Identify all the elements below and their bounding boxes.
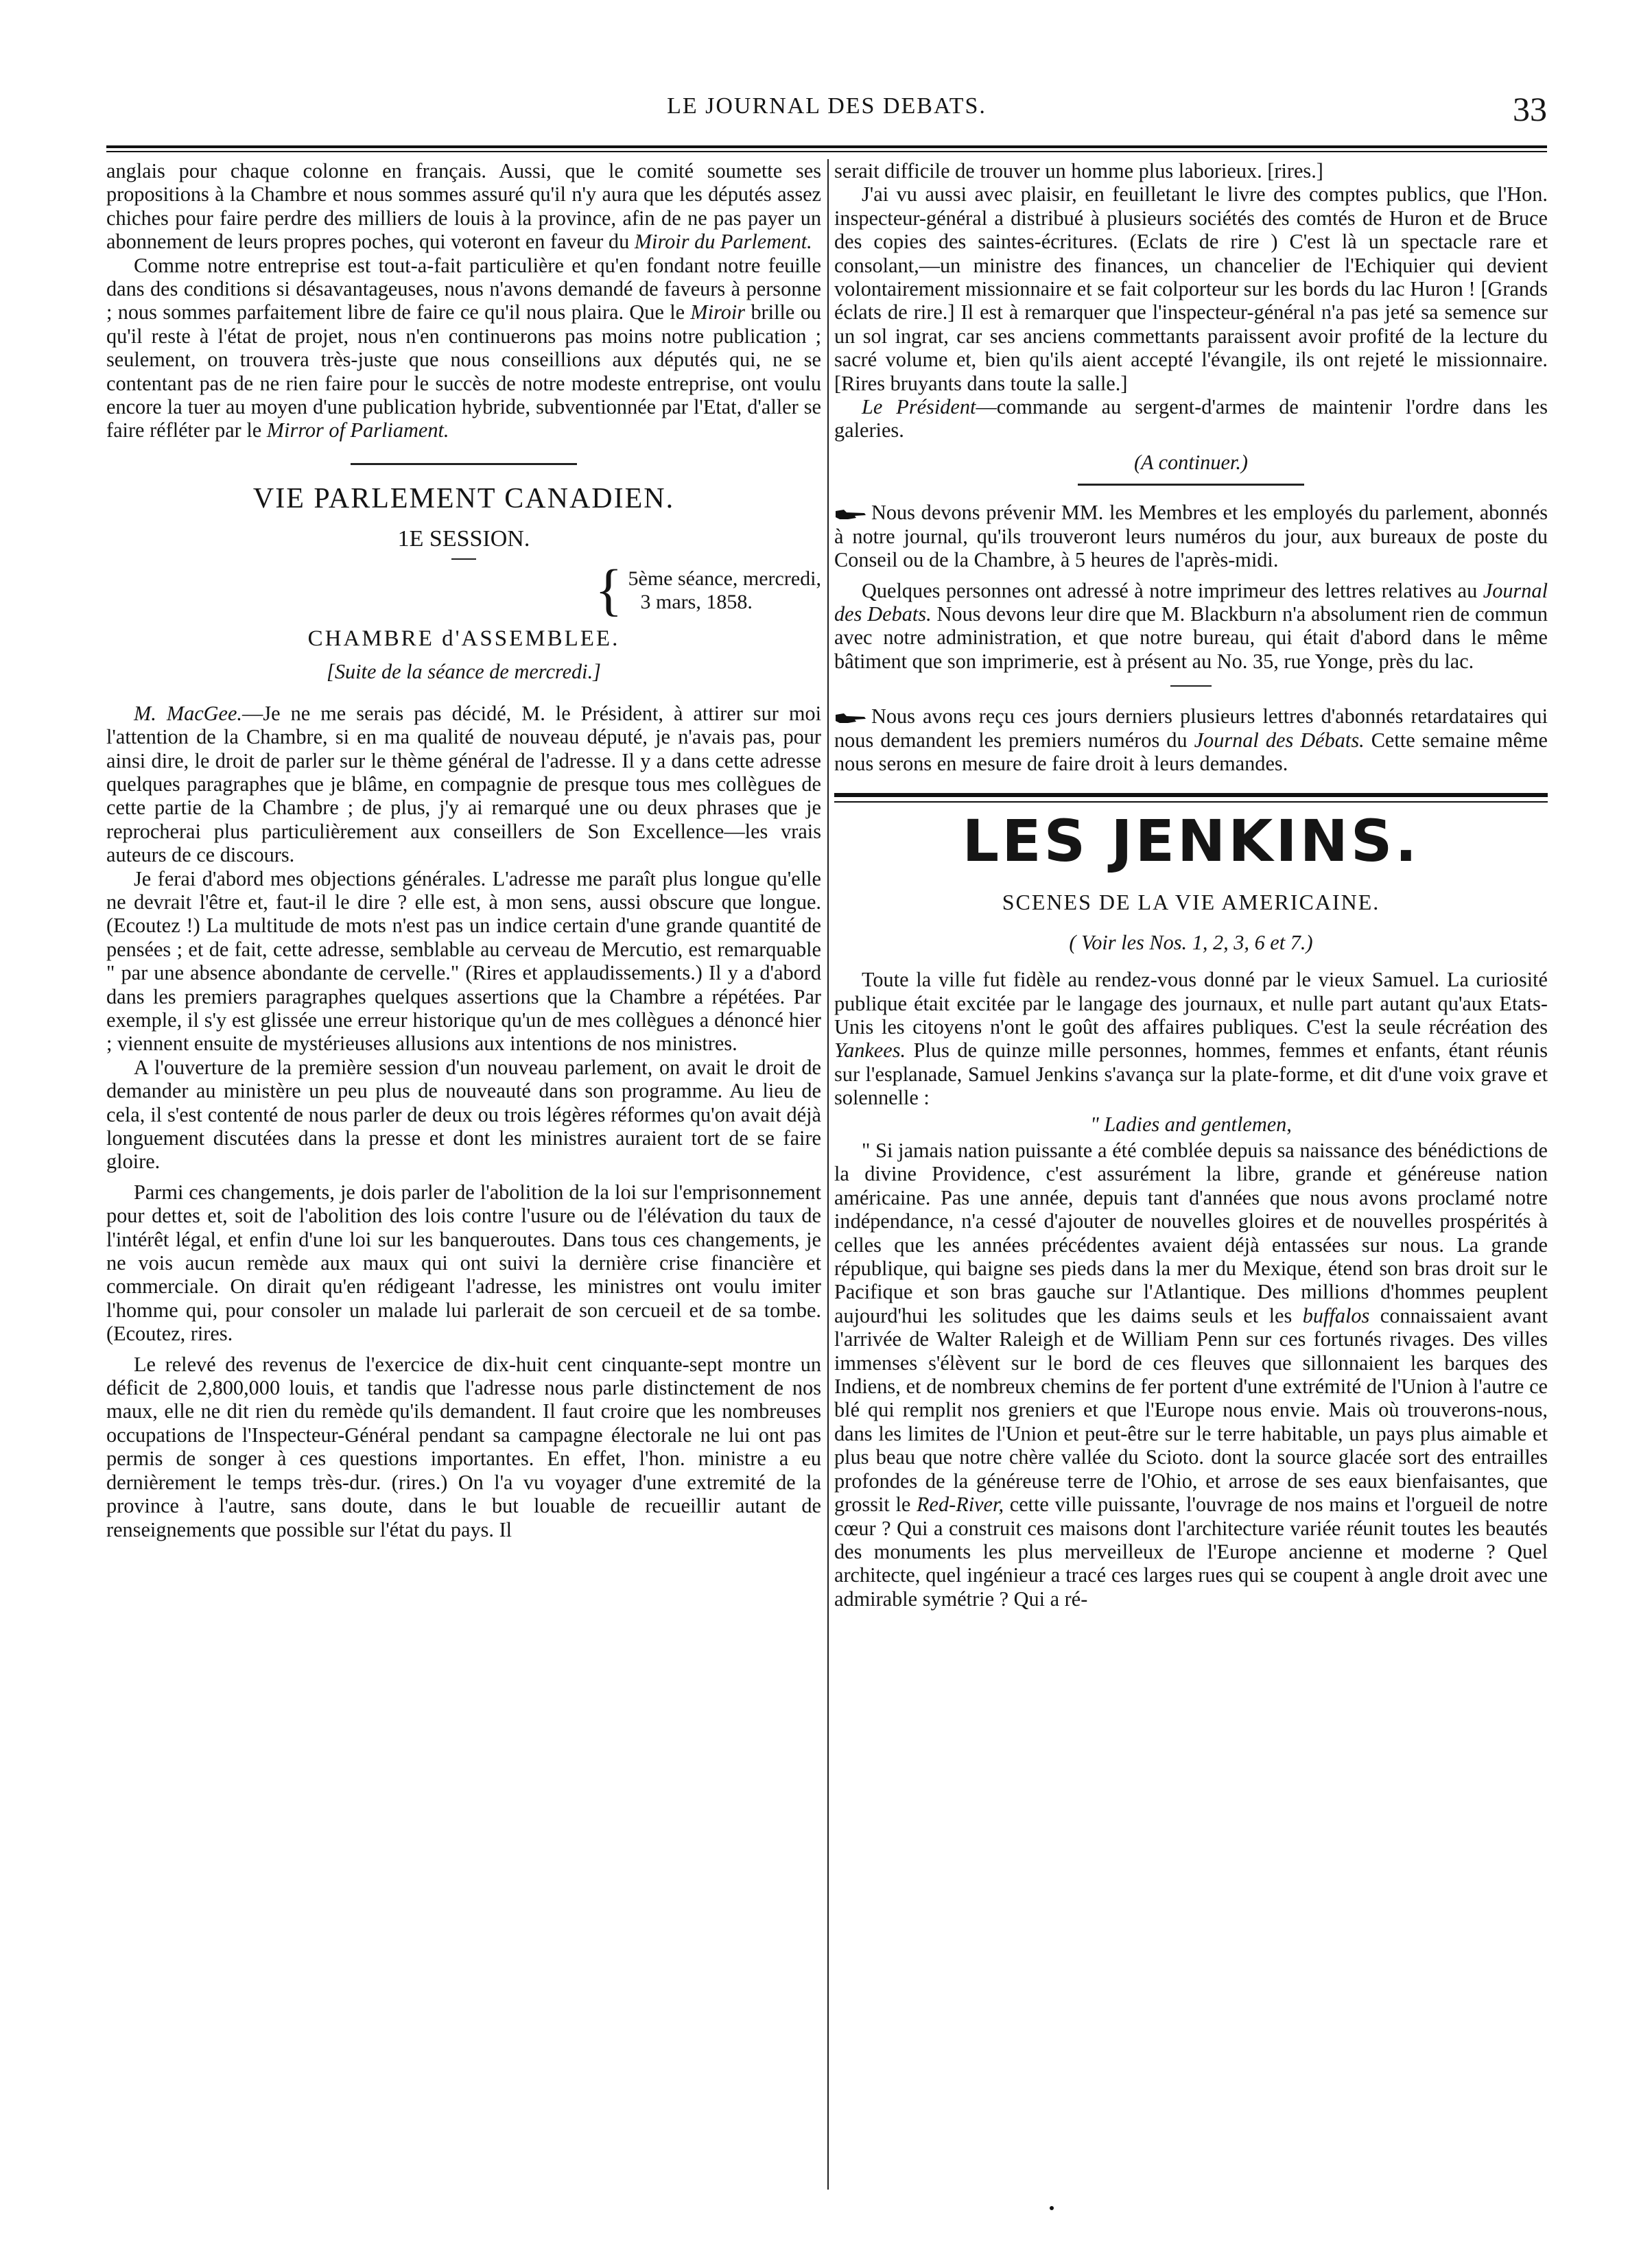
paragraph [106,1181,821,1346]
paragraph [834,395,1548,442]
section-title: VIE PARLEMENT CANADIEN. [252,482,675,514]
suite-note: [Suite de la séance de mercredi.] [327,660,601,684]
text: J'ai vu aussi avec plaisir, en feuilletant le livre des comptes publics, que l'Hon. inspecteur-général a distribué à plusieurs sociétés des comtés de Huron et de Bruce des copies des saintes-écritures. (Eclats de rire ) C'est là un spectacle rare et consolant,—un ministre des finances, un chancelier de l'Echiquier qui devient volontairement missionnaire et se fait colporteur sur les bords du lac Huron ! [Grands éclats de rire.] Il est à remarquer que l'inspecteur-général n'a pas jeté sa semence sur un sol ingrat, car ses anciens commettants paraissent avoir profité de la lecture du sacré volume et, bien qu'ils aient accepté l'évangile, ils ont rejeté le missionnaire. [Rires bruyants dans toute la salle.] [834,182,1548,395]
paragraph [106,1353,821,1541]
italic-text: Journal des Débats. [1194,728,1365,752]
section-rule [351,463,577,465]
text: —Je ne me serais pas décidé, M. le Président, à attirer sur moi l'attention de la Chambre, si en ma qualité de nouveau député, je n'avais pas, pour ainsi dire, le droit de parler sur le thème général de l'adresse. Il y a dans cette adresse quelques paragraphes que je blâme, en compagnie de presque tous mes collègues de cette partie de la Chambre ; de plus, j'y ai remarqué une ou deux phrases que je reprocherai plus particulièrement aux conseillers de Son Excellence—les vrais auteurs de ce discours. [106,701,821,867]
paragraph [834,1139,1548,1611]
text: anglais pour chaque colonne en français. Aussi, que le comité soumette ses propositions à la Chambre et nous sommes assuré qu'il n'y aura que les députés assez chiches pour faire perdre des milliers de louis à la province, afin de ne pas payer un abonnement de leurs propres poches, qui voteront en faveur du [106,159,821,254]
story-subtitle: SCENES DE LA VIE AMERICAINE. [1002,890,1380,915]
running-title: LE JOURNAL DES DEBATS. [667,93,987,119]
speaker-name: M. MacGee. [134,701,243,725]
notice-block [834,501,1548,775]
left-column [106,159,821,1541]
session-label: 1E SESSION. [397,525,530,552]
italic-text: Miroir du Parlement. [634,230,812,254]
italic-text: Miroir [690,300,746,324]
paragraph [834,159,1548,182]
italic-text: Mirror of Parliament. [266,418,449,442]
text: —commande au sergent-d'armes de maintenir l'ordre dans les galeries. [834,395,1548,442]
paragraph [106,159,821,254]
text: " Si jamais nation puissante a été comblée depuis sa naissance des bénédictions de la divine Providence, c'est assurément la libre, grande et généreuse nation américaine. Pas une année, depuis tant d'années que nous avons proclamé notre indépendance, n'a cessé d'ajouter de nouvelles gloires et de nouvelles prospérités à celles que les années précédentes avaient déjà entassées sur nous. La grande république, qui baigne ses pieds dans la mer du Mexique, étend son bras droit sur le Pacifique et son bras gauche sur l'Atlantique. Des millions d'hommes peuplent aujourd'hui les solitudes que les daims seuls et les [834,1139,1548,1327]
text: Plus de quinze mille personnes, hommes, femmes et enfants, étant réunis sur l'esplanade, Samuel Jenkins s'avança sur la plate-forme, et dit d'une voix grave et solennelle : [834,1039,1548,1110]
paragraph [106,1056,821,1174]
header-rule [106,145,1547,148]
page-header [106,89,1547,130]
text: connaissaient avant l'arrivée de Walter Raleigh et de William Penn sur ces fortunés rivages. Des villes immenses s'élèvent sur le bord de ces fleuves que sillonnaient les barques des Indiens, et de nombreux chemins de fer portent d'une extrémité de l'Union à l'autre ce blé qui remplit nos greniers et que l'Europe nous envie. Mais où trouverons-nous, dans les limites de l'Union et peut-être sur le terre habitable, un pays plus aimable et plus beau que notre chère vallée du Scioto. dont la source glacée sort des entrailles profondes de la généreuse terre de l'Ohio, et arrose de ses eaux bienfaisantes, que grossit le [834,1303,1548,1517]
footer-dot [1050,2206,1054,2210]
italic-text: buffalos [1302,1303,1370,1327]
text: Cette semaine même nous serons en mesure de faire droit à leurs demandes. [834,728,1548,775]
text: Nous devons leur dire que M. Blackburn n'a absolument rien de commun avec notre administration, et que notre bureau, qui était d'abord dans le même bâtiment que son imprimerie, est à présent au No. 35, rue Yonge, près du lac. [834,602,1548,673]
text: Le relevé des revenus de l'exercice de dix-huit cent cinquante-sept montre un déficit de 2,800,000 louis, et tandis que l'adresse nous parle distinctement de nos maux, elle ne dit rien du remède qu'ils demandent. Il faut croire que les nombreuses occupations de l'Inspecteur-Général pendant sa campagne électorale ne lui ont pas permis de songer à ces questions importantes. En effet, l'hon. ministre a eu dernièrement le temps très-dur. (rires.) On l'a vu voyager d'une extremité de la province à l'autre, sans doute, dans le but louable de recueillir autant de renseignements que possible sur l'état du pays. Il [106,1352,821,1541]
text: Comme notre entreprise est tout-a-fait particulière et qu'en fondant notre feuille dans des conditions si désavantageuses, nous n'avons demandé de faveurs à personne ; nous sommes parfaitement libre de faire ce qu'il nous plaira. Que le [106,253,821,324]
text: Toute la ville fut fidèle au rendez-vous donné par le vieux Samuel. La curiosité publique était excitée par le langage des journaux, et nulle part autant qu'aux Etats-Unis les citoyens n'ont le goût des affaires publiques. C'est la seule récréation des [834,968,1548,1039]
speech-opening: " Ladies and gentlemen, [1090,1112,1292,1136]
speaker-name: Le Président [862,395,976,419]
text: Nous devons prévenir MM. les Membres et les employés du parlement, abonnés à notre journal, qu'ils trouveront leurs numéros du jour, aux bureaux de poste du Conseil ou de la Chambre, à 5 heures de l'après-midi. [834,501,1548,572]
column-divider [827,159,829,2190]
paragraph [834,579,1548,674]
text: A l'ouverture de la première session d'un nouveau parlement, on avait le droit de demander au ministère un peu plus de nouveauté dans son programme. Au lieu de cela, il s'est contenté de nous parler de deux ou trois légères réformes qu'on avait déjà longuement discutées dans la presse et dont les ministres auraient tort de se faire gloire. [106,1055,821,1174]
short-dash [1170,685,1212,687]
brace-icon: { [595,558,623,622]
paragraph [106,702,821,867]
text: Quelques personnes ont adressé à notre imprimeur des lettres relatives au [862,578,1478,602]
text: Je ferai d'abord mes objections générales. L'adresse me paraît plus longue qu'elle ne devrait l'être et, faut-il le dire ? elle est, à mon sens, aussi obscure que longue. (Ecoutez !) La multitude de mots n'est pas un indice certain d'une grande quantité de pensées ; et de fait, cette adresse, semblable au cerveau de Mercutio, est remarquable " par une absence abondante de cervelle." (Rires et applaudissements.) Il y a d'abord dans les premiers paragraphes quelques assertions que la Chambre a répétées. Par exemple, il s'y est glissée une erreur historique qu'un de mes collègues a dénoncé hier ; viennent ensuite de mystérieuses allusions aux intentions de nos ministres. [106,866,821,1056]
short-dash [451,558,476,560]
chamber-heading: CHAMBRE d'ASSEMBLEE. [307,626,620,651]
section-rule [834,793,1548,797]
text: serait difficile de trouver un homme plus laborieux. [rires.] [834,159,1323,182]
text: cette ville puissante, l'ouvrage de nos mains et l'orgueil de notre cœur ? Qui a construit ces maisons dont l'architecture variée réunit toutes les beautés des monuments les plus merveilleux de l'Europe ancienne et moderne ? Quel architecte, quel ingénieur a tracé ces larges rues qui se coupent à angle droit avec une admirable symétrie ? Qui a ré- [834,1493,1548,1611]
date-line: 5ème séance, mercredi, [628,567,821,590]
paragraph [106,867,821,1056]
paragraph [106,254,821,442]
pointing-hand-icon [834,507,867,522]
story-title: LES JENKINS. [962,807,1420,875]
episode-reference: ( Voir les Nos. 1, 2, 3, 6 et 7.) [1069,930,1313,954]
right-column [834,159,1548,1611]
paragraph [834,968,1548,1109]
italic-text: Journal des Debats. [834,578,1548,626]
page-number: 33 [1513,90,1547,128]
continuation-note: (A continuer.) [1133,450,1249,474]
date-line: 3 mars, 1858. [640,590,753,613]
text: Nous avons reçu ces jours derniers plusieurs lettres d'abonnés retardataires qui nous demandent les premiers numéros du [834,704,1548,752]
paragraph [834,182,1548,395]
italic-text: Red-River, [917,1493,1004,1517]
text: Parmi ces changements, je dois parler de l'abolition de la loi sur l'emprisonnement pour dettes et, soit de l'abolition des lois contre l'usure ou de l'élévation du taux de l'intérêt légal, et enfin d'une loi sur les banqueroutes. Dans tous ces changements, je ne vois aucun remède aux maux qui ont suivi la dernière crise financière et commerciale. On dirait qu'en rédigeant l'adresse, les ministres ont voulu imiter l'homme qui, pour consoler un malade lui parlerait de son cercueil et de sa tombe. (Ecoutez, rires. [106,1180,821,1346]
pointing-hand-icon [834,711,867,726]
section-rule [1078,484,1304,486]
paragraph [834,501,1548,571]
text: brille ou qu'il reste à l'état de projet, nous n'en continuerons pas moins notre publication ; seulement, on trouvera très-juste que nous conseillions aux députés qui, ne se contentant pas de ne rien faire pour le succès de notre modeste entreprise, ont voulu encore la tuer au moyen d'une publication hybride, subventionnée par l'Etat, d'aller se faire réfléter par le [106,300,821,442]
session-date [106,558,821,622]
italic-text: Yankees. [834,1039,906,1063]
paragraph [834,704,1548,775]
